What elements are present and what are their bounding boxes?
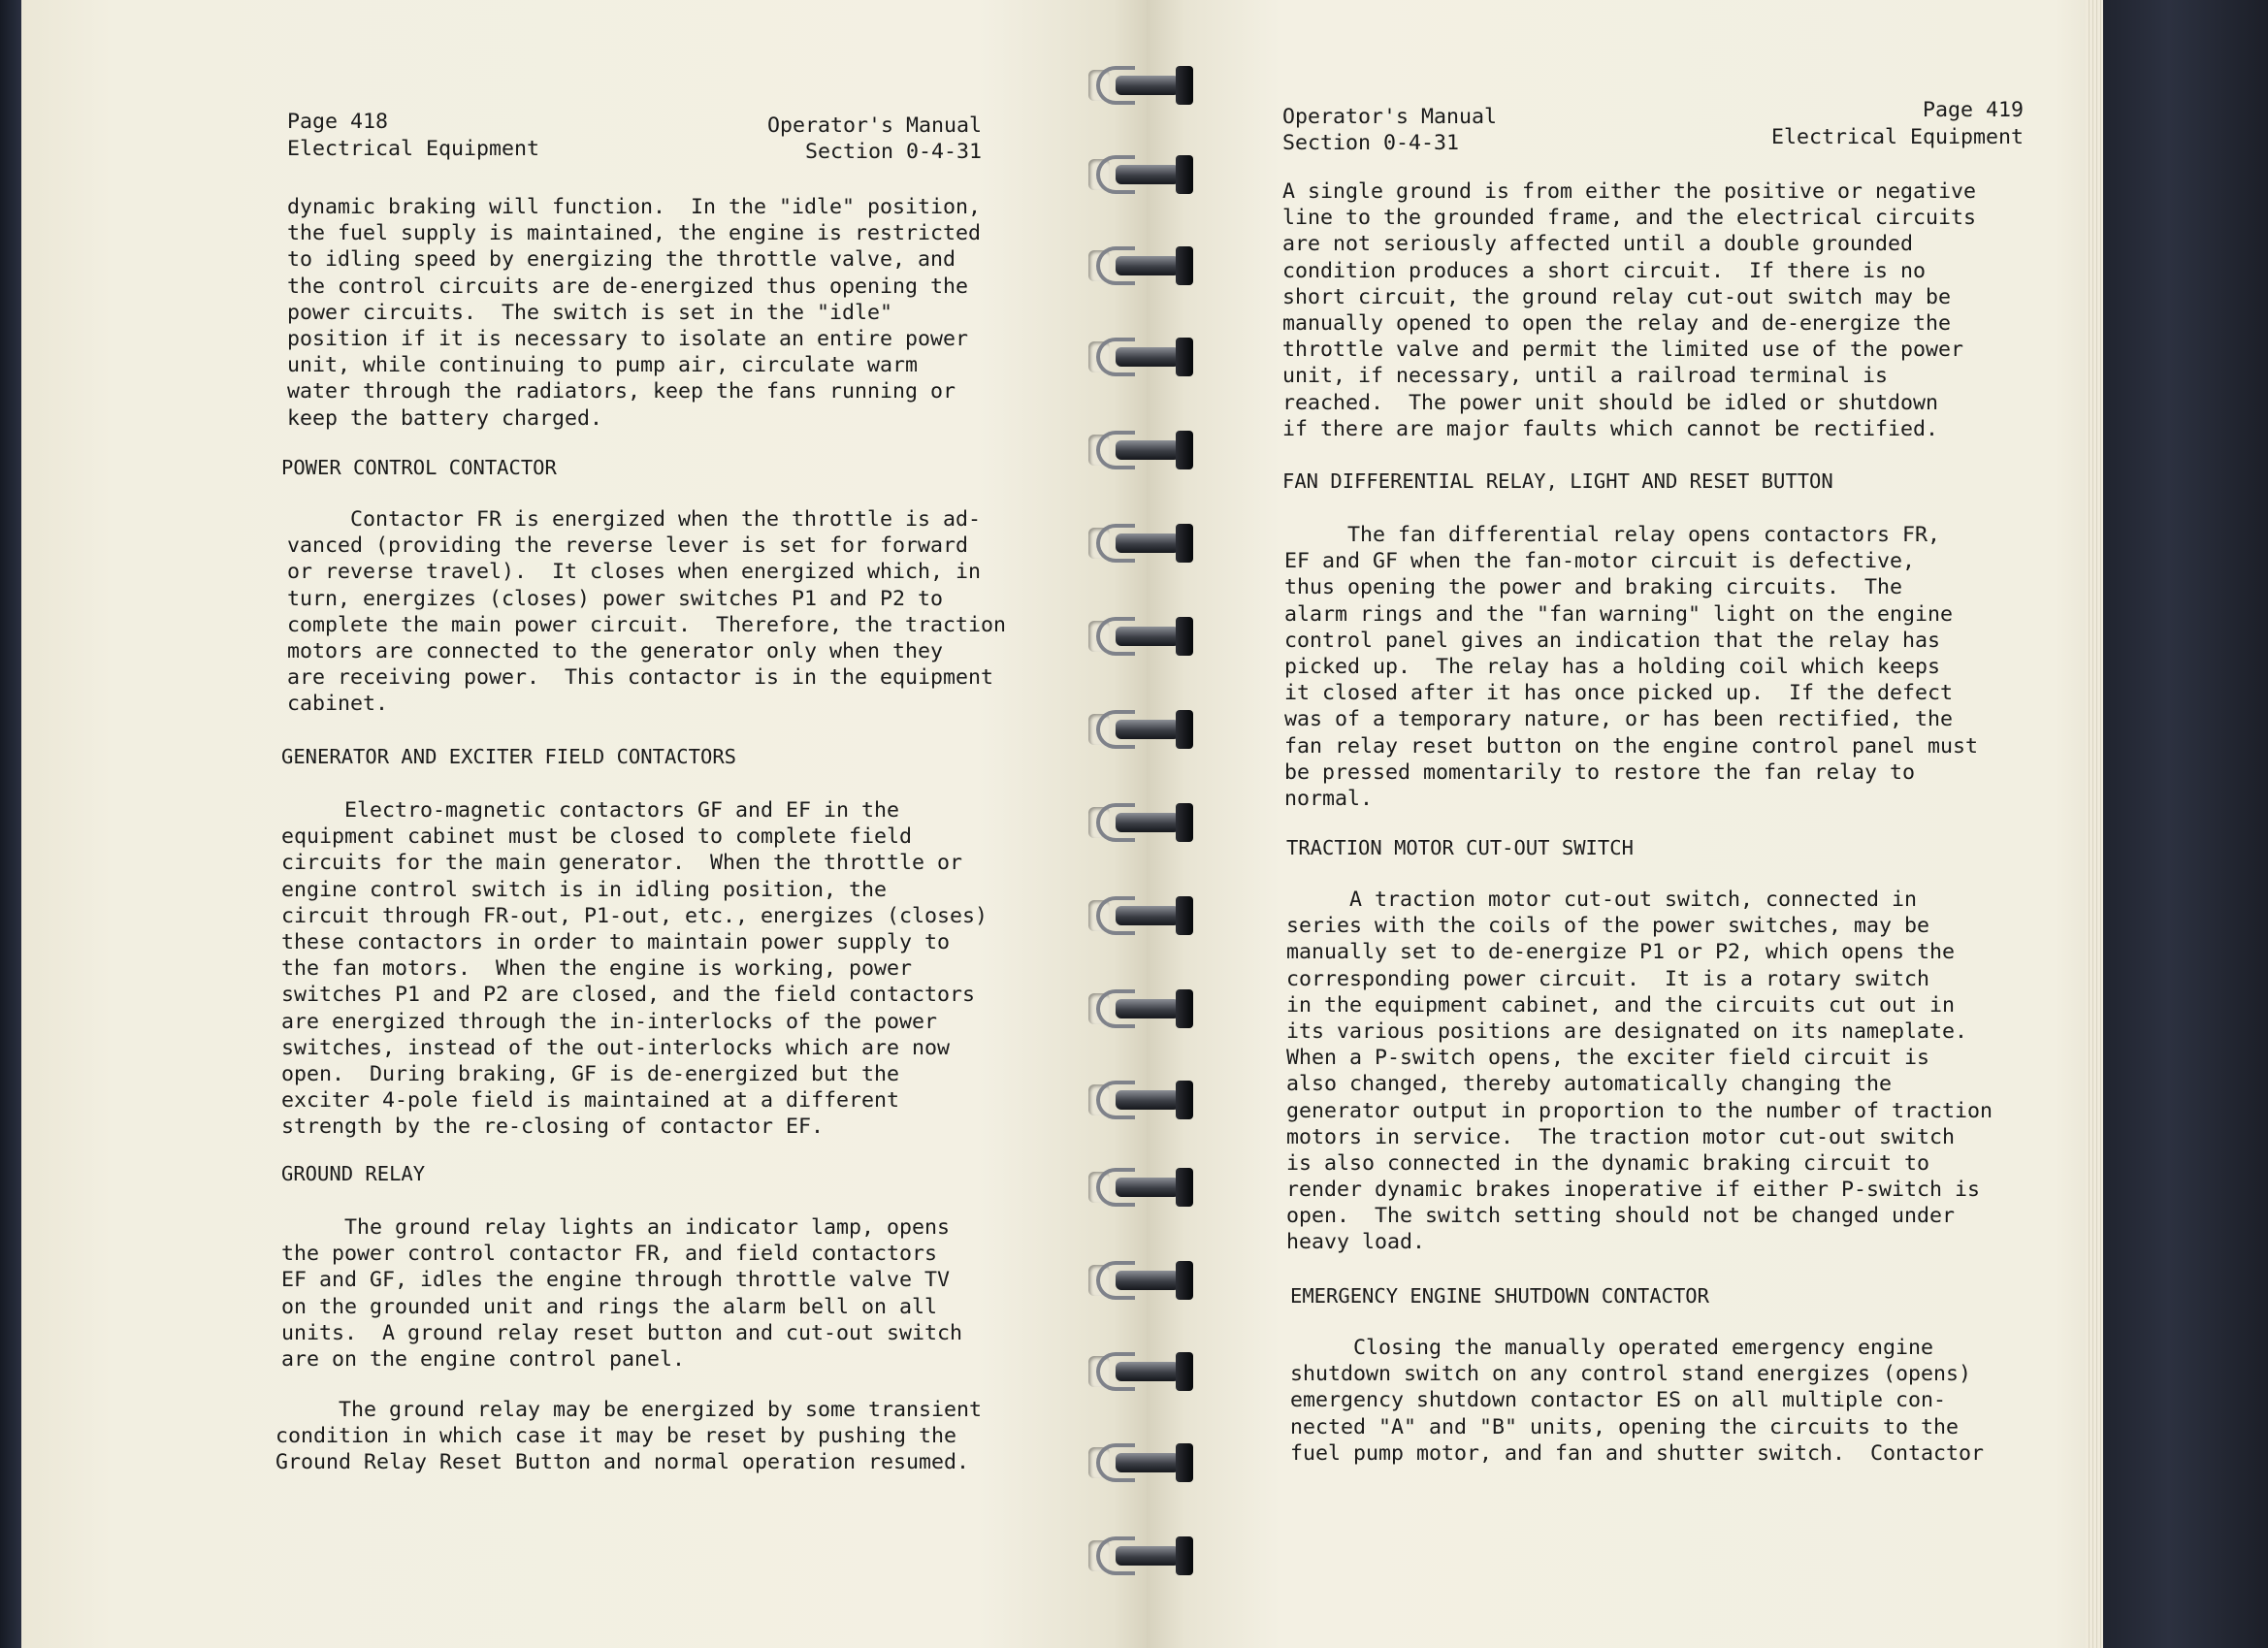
text-line: A traction motor cut-out switch, connected in [1286, 888, 1918, 912]
text-line: if there are major faults which cannot be rectified. [1282, 416, 1939, 441]
text-line: fan relay reset button on the engine control panel must [1284, 733, 1979, 759]
text-line: engine control switch is in idling position, the [281, 877, 888, 902]
binding-ring [1088, 242, 1197, 289]
text-line: Contactor FR is energized when the throttle is ad- [287, 507, 982, 532]
text-line: are energized through the in-interlocks of the power [281, 1009, 938, 1034]
heading-traction-motor-cutout: TRACTION MOTOR CUT-OUT SWITCH [1286, 836, 1634, 859]
text-line: equipment cabinet must be closed to complete field [281, 824, 913, 850]
fan-relay-paragraph [1284, 522, 1978, 812]
binding-ring [1088, 1348, 1197, 1395]
text-line: The ground relay may be energized by some transient [275, 1398, 983, 1422]
binding-ring [1088, 151, 1197, 198]
heading-generator-exciter: GENERATOR AND EXCITER FIELD CONTACTORS [281, 745, 736, 768]
right-page-number: Page 419 [1922, 98, 2024, 122]
text-line: on the grounded unit and rings the alarm bell on all [281, 1294, 938, 1319]
text-line: A single ground is from either the positive or negative [1282, 179, 1977, 204]
text-line: nected "A" and "B" units, opening the circuits to the [1290, 1414, 1960, 1439]
text-line: thus opening the power and braking circuits. The [1284, 575, 1903, 600]
text-line: generator output in proportion to the number of traction [1286, 1098, 1993, 1123]
text-line: are not seriously affected until a double grounded [1282, 232, 1914, 257]
text-line: throttle valve and permit the limited use of the power [1282, 338, 1964, 363]
left-intro-paragraph [287, 194, 981, 432]
binding-ring [1088, 1257, 1197, 1304]
text-line: circuit through FR-out, P1-out, etc., energizes (closes) [281, 903, 988, 928]
text-line: the control circuits are de-energized thus opening the [287, 274, 969, 299]
ground-relay-paragraph-1 [281, 1214, 962, 1373]
page-stack-edge [2086, 0, 2103, 1648]
binding-ring [1088, 799, 1197, 846]
text-line: open. The switch setting should not be changed under [1286, 1204, 1956, 1229]
power-control-paragraph [287, 506, 1006, 718]
binding-ring [1088, 520, 1197, 566]
text-line: alarm rings and the "fan warning" light on the engine [1284, 601, 1954, 627]
text-line: keep the battery charged. [287, 405, 603, 431]
text-line: be pressed momentarily to restore the fan relay to [1284, 759, 1916, 785]
text-line: short circuit, the ground relay cut-out switch may be [1282, 284, 1952, 309]
text-line: switches, instead of the out-interlocks which are now [281, 1035, 951, 1060]
right-section-number: Section 0-4-31 [1282, 131, 1460, 155]
text-line: unit, if necessary, until a railroad terminal is [1282, 364, 1889, 389]
text-line: Electro-magnetic contactors GF and EF in the [281, 798, 900, 823]
text-line: motors in service. The traction motor cut-out switch [1286, 1124, 1956, 1149]
text-line: condition in which case it may be reset by pushing the [275, 1424, 957, 1449]
text-line: power circuits. The switch is set in the "idle" [287, 300, 893, 325]
left-section-number: Section 0-4-31 [804, 140, 982, 164]
text-line: was of a temporary nature, or has been rectified, the [1284, 707, 1954, 732]
text-line: switches P1 and P2 are closed, and the field contactors [281, 983, 976, 1008]
text-line: to idling speed by energizing the throttle valve, and [287, 247, 956, 273]
text-line: the power control contactor FR, and field contactors [281, 1242, 938, 1267]
text-line: series with the coils of the power switches, may be [1286, 914, 1930, 939]
text-line: render dynamic brakes inoperative if either P-switch is [1286, 1178, 1981, 1203]
text-line: water through the radiators, keep the fans running or [287, 379, 956, 404]
text-line: open. During braking, GF is de-energized but the [281, 1061, 900, 1086]
text-line: emergency shutdown contactor ES on all multiple con- [1290, 1388, 1947, 1413]
text-line: The ground relay lights an indicator lamp, opens [281, 1215, 951, 1240]
right-manual-label: Operator's Manual [1282, 105, 1498, 129]
text-line: Closing the manually operated emergency engine [1290, 1336, 1934, 1360]
binding-ring [1088, 1439, 1197, 1486]
heading-ground-relay: GROUND RELAY [281, 1162, 426, 1185]
text-line: manually set to de-energize P1 or P2, which opens the [1286, 940, 1956, 965]
heading-power-control-contactor: POWER CONTROL CONTACTOR [281, 456, 557, 479]
emergency-shutdown-paragraph [1290, 1335, 1984, 1467]
right-section-label: Electrical Equipment [1770, 125, 2024, 149]
binding-ring [1088, 1533, 1197, 1579]
text-line: heavy load. [1286, 1230, 1426, 1255]
text-line: picked up. The relay has a holding coil which keeps [1284, 654, 1941, 679]
text-line: its various positions are designated on its nameplate. [1286, 1018, 1968, 1044]
text-line: cabinet. [287, 692, 389, 717]
binding-ring [1088, 892, 1197, 939]
text-line: manually opened to open the relay and de-energize the [1282, 310, 1952, 336]
text-line: in the equipment cabinet, and the circuits cut out in [1286, 992, 1956, 1018]
text-line: these contactors in order to maintain power supply to [281, 929, 951, 954]
text-line: shutdown switch on any control stand energizes (opens) [1290, 1362, 1972, 1387]
text-line: control panel gives an indication that the relay has [1284, 628, 1941, 653]
text-line: the fuel supply is maintained, the engine is restricted [287, 221, 982, 246]
text-line: turn, energizes (closes) power switches P1 and P2 to [287, 586, 944, 611]
binding-ring [1088, 1077, 1197, 1123]
text-line: complete the main power circuit. Therefore, the traction [287, 612, 1007, 637]
text-line: EF and GF, idles the engine through throttle valve TV [281, 1268, 951, 1293]
spiral-binding [1067, 0, 1193, 1648]
text-line: or reverse travel). It closes when energized which, in [287, 560, 982, 585]
text-line: unit, while continuing to pump air, circulate warm [287, 353, 919, 378]
text-line: the fan motors. When the engine is working, power [281, 956, 913, 982]
left-section-label: Electrical Equipment [287, 137, 540, 161]
text-line: strength by the re-closing of contactor EF. [281, 1115, 825, 1140]
text-line: line to the grounded frame, and the electrical circuits [1282, 206, 1977, 231]
text-line: also changed, thereby automatically changing the [1286, 1072, 1893, 1097]
text-line: units. A ground relay reset button and cut-out switch [281, 1320, 963, 1345]
right-page [1147, 0, 2103, 1648]
binding-ring [1088, 334, 1197, 380]
binding-ring [1088, 986, 1197, 1032]
text-line: fuel pump motor, and fan and shutter switch. Contactor [1290, 1440, 1985, 1466]
left-manual-label: Operator's Manual [766, 113, 982, 138]
heading-fan-differential-relay: FAN DIFFERENTIAL RELAY, LIGHT AND RESET BUTTON [1282, 469, 1833, 493]
text-line: dynamic braking will function. In the "idle" position, [287, 195, 982, 219]
left-page-number: Page 418 [287, 110, 389, 134]
text-line: are receiving power. This contactor is in the equipment [287, 665, 994, 691]
text-line: reached. The power unit should be idled or shutdown [1282, 390, 1939, 415]
text-line: is also connected in the dynamic braking circuit to [1286, 1150, 1930, 1176]
heading-emergency-shutdown: EMERGENCY ENGINE SHUTDOWN CONTACTOR [1290, 1284, 1709, 1308]
text-line: exciter 4-pole field is maintained at a different [281, 1088, 900, 1114]
traction-motor-paragraph [1286, 887, 1993, 1256]
text-line: motors are connected to the generator only when they [287, 638, 944, 663]
book-cover-left-edge [0, 0, 21, 1648]
text-line: corresponding power circuit. It is a rotary switch [1286, 966, 1930, 991]
text-line: EF and GF when the fan-motor circuit is defective, [1284, 549, 1916, 574]
text-line: When a P-switch opens, the exciter field circuit is [1286, 1046, 1930, 1071]
binding-ring [1088, 62, 1197, 109]
text-line: normal. [1284, 786, 1374, 811]
binding-ring [1088, 613, 1197, 660]
text-line: are on the engine control panel. [281, 1346, 686, 1372]
book-cover-right-edge [2103, 0, 2268, 1648]
binding-ring [1088, 1164, 1197, 1211]
right-intro-paragraph [1282, 178, 1976, 442]
binding-ring [1088, 706, 1197, 753]
generator-paragraph [281, 797, 988, 1140]
binding-ring [1088, 427, 1197, 473]
text-line: Ground Relay Reset Button and normal operation resumed. [275, 1450, 970, 1475]
text-line: position if it is necessary to isolate an entire power [287, 326, 969, 351]
text-line: vanced (providing the reverse lever is set for forward [287, 533, 969, 559]
ground-relay-paragraph-2 [275, 1397, 982, 1476]
text-line: condition produces a short circuit. If there is no [1282, 258, 1927, 283]
text-line: it closed after it has once picked up. If the defect [1284, 681, 1954, 706]
text-line: The fan differential relay opens contactors FR, [1284, 523, 1941, 547]
left-page [21, 0, 1147, 1648]
text-line: circuits for the main generator. When the throttle or [281, 851, 963, 876]
